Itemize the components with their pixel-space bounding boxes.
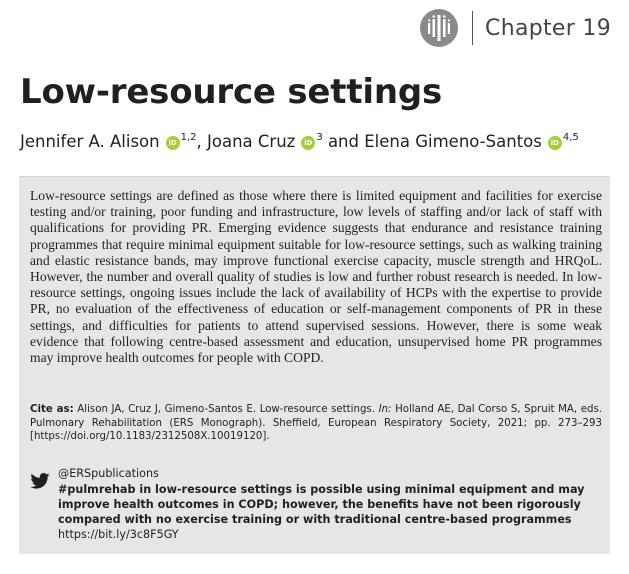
author-name: Jennifer A. Alison xyxy=(20,132,160,151)
tweet-text: #pulmrehab in low-resource settings is possible using minimal equipment and may improve health outcomes in COPD; however, the benefits have not been rigorously compared with no exercise training or with traditional centre-based programmes xyxy=(58,483,585,526)
tweet-link[interactable]: https://bit.ly/3c8F5GY xyxy=(58,528,179,541)
author-affiliation: 3 xyxy=(316,132,323,143)
author-name: Joana Cruz xyxy=(207,132,296,151)
chapter-header xyxy=(420,8,611,48)
abstract-text: Low-resource settings are defined as those where there is limited equipment and facilities for exercise testing and/or training, poor funding and infrastructure, low levels of staffing and/or lack of staff with qualifications for providing PR. Emerging evidence suggests that endurance and resistance training programmes that require minimal equipment suitable for low-resource settings, such as walking training and elastic resistance bands, may improve functional exercise capacity, muscle strength and HRQoL. However, the number and overall quality of studies is low and further robust research is needed. In low-resource settings, ongoing issues include the lack of availability of HCPs with the expertise to provide PR, no evaluation of the effectiveness of education or self-management components of PR in these settings, and difficulties for patients to attend supervised sessions. However, there is some weak evidence that following centre-based assessment and education, unsupervised home PR programmes may improve health outcomes for people with COPD. xyxy=(30,188,602,366)
chapter-title: Low-resource settings xyxy=(20,72,443,112)
cite-label: Cite as: xyxy=(30,404,74,415)
twitter-bird-icon xyxy=(30,473,50,489)
author-affiliation: 1,2 xyxy=(180,132,197,143)
chapter-label: Chapter 19 xyxy=(485,15,611,41)
author-name: Elena Gimeno-Santos xyxy=(364,132,542,151)
orcid-icon[interactable]: iD xyxy=(301,136,315,150)
abstract-box xyxy=(19,176,610,554)
cite-text-part2: Holland AE, Dal Corso S, Spruit MA, eds. Pulmonary Rehabilitation (ERS Monograph). Sheffield, European Respiratory Society, 2021; pp. 273–293 [https://doi.org/10.1183/2312508X.10019120]. xyxy=(30,404,603,443)
tweet-handle[interactable]: @ERSpublications xyxy=(58,467,159,480)
author-affiliation: 4,5 xyxy=(562,132,579,143)
author-separator: , xyxy=(196,132,208,151)
orcid-icon[interactable]: iD xyxy=(548,136,562,150)
citation xyxy=(30,403,602,444)
author-separator: and xyxy=(322,132,365,151)
cite-text-part1: Alison JA, Cruz J, Gimeno-Santos E. Low-resource settings. xyxy=(73,404,379,415)
cite-in: In: xyxy=(378,404,392,415)
ers-logo-icon xyxy=(420,9,458,47)
orcid-icon[interactable]: iD xyxy=(166,136,180,150)
header-divider xyxy=(472,11,473,45)
author-list xyxy=(20,132,579,151)
